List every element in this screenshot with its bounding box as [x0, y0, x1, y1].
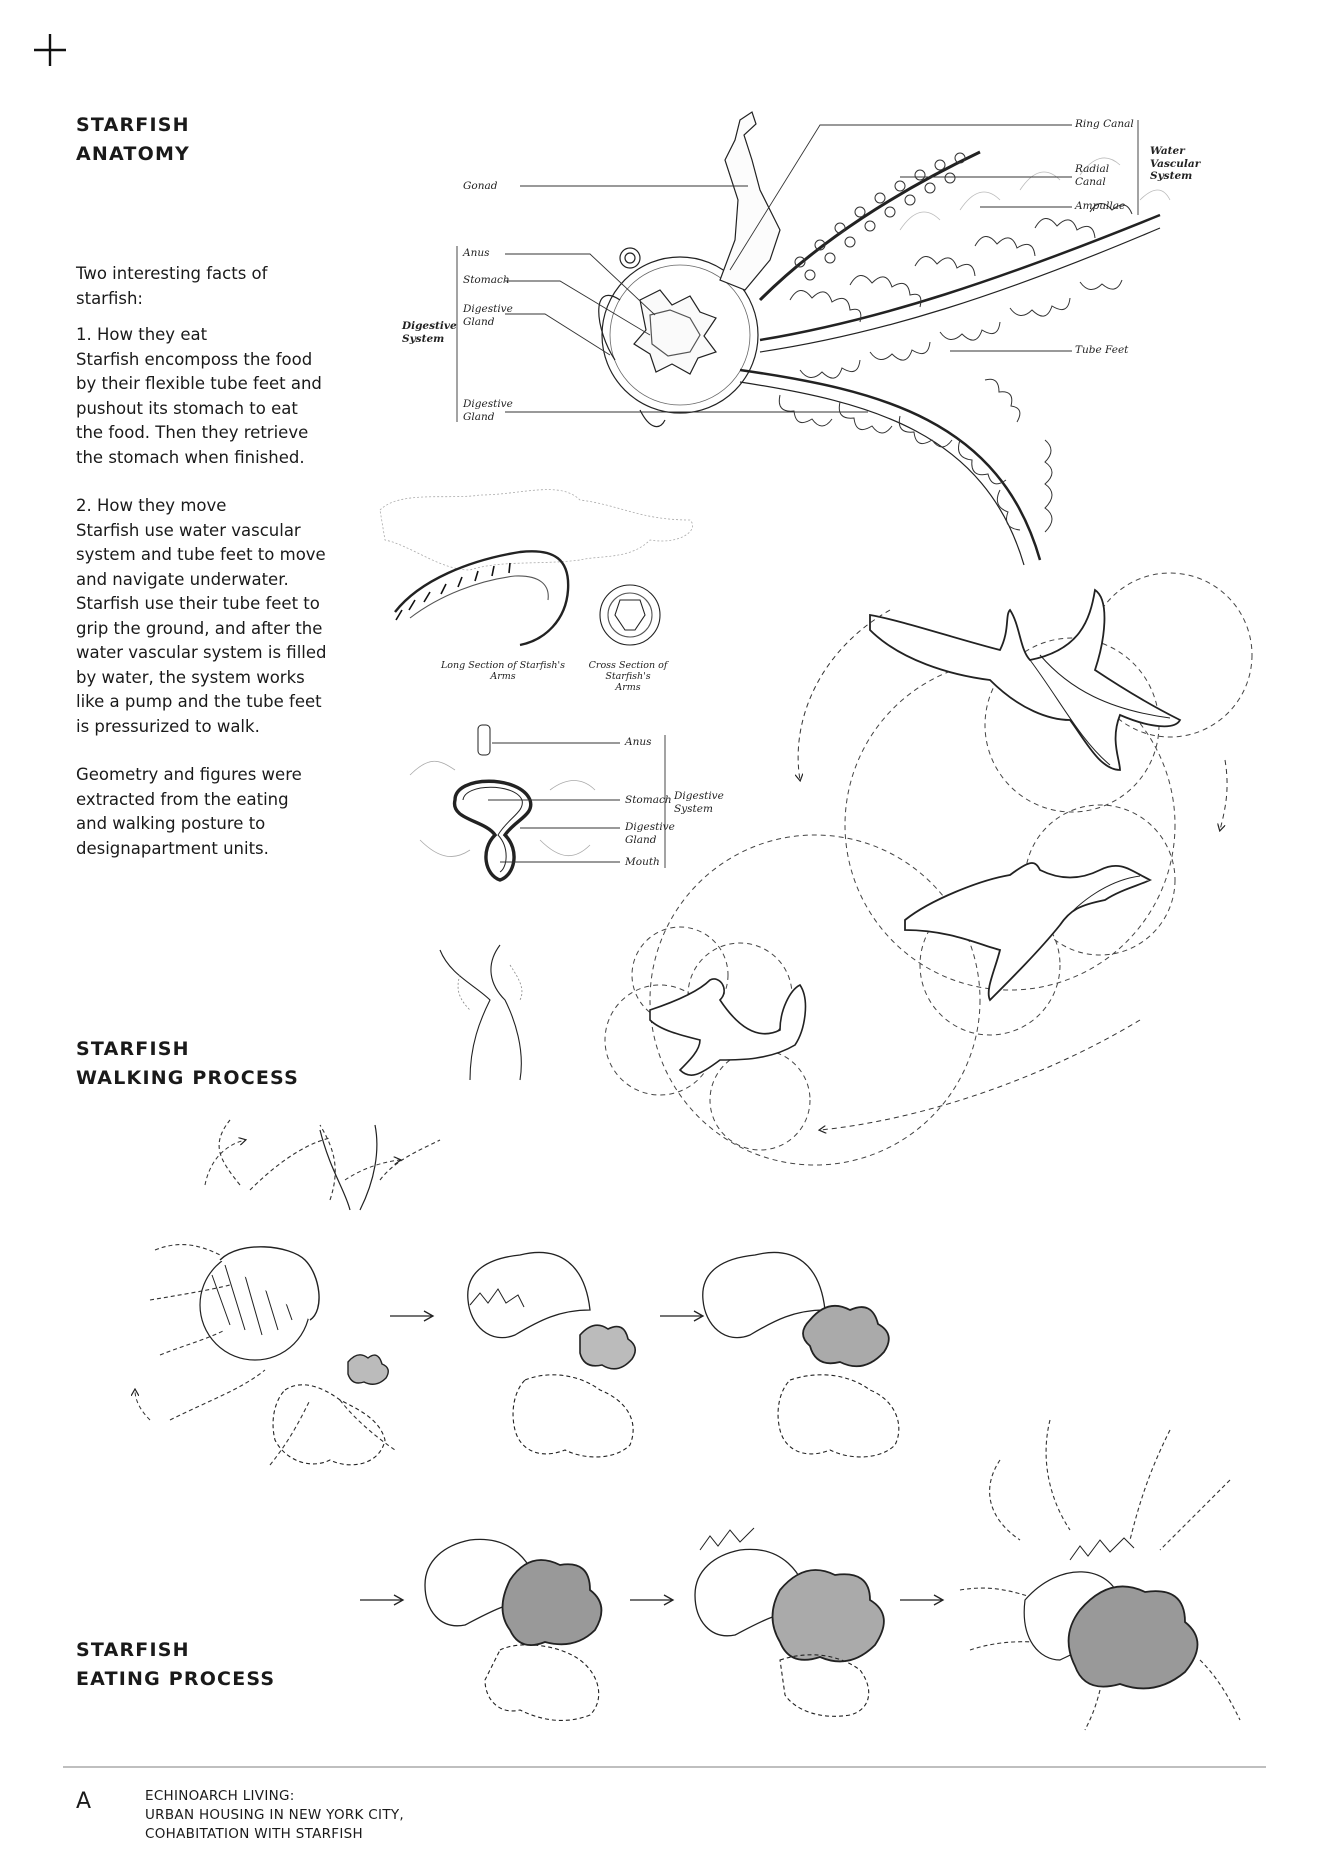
label-line: Digestive — [402, 320, 457, 332]
label-line: System — [674, 802, 713, 815]
label-line: Gland — [463, 410, 495, 423]
label-line: Gland — [625, 833, 657, 846]
fact2-line: Starfish use their tube feet to — [76, 594, 320, 613]
label-ampullae: Ampullae — [1075, 200, 1126, 212]
label-line: System — [1150, 170, 1193, 182]
fact2-line: system and tube feet to move — [76, 545, 326, 564]
fact2-line: 2. How they move — [76, 496, 227, 515]
caption-long-section — [428, 660, 578, 682]
label-dig-system — [674, 790, 724, 815]
caption-line: Arms — [490, 671, 516, 682]
caption-line: Cross Section of Starfish's — [588, 660, 668, 682]
fact1-line: the stomach when finished. — [76, 447, 305, 467]
caption-cross-section — [573, 660, 683, 693]
fact2-line: Starfish use water vascular — [76, 520, 301, 540]
fact2-line: grip the ground, and after the — [76, 618, 323, 638]
section-drawing — [380, 490, 693, 645]
eating-drawing — [150, 1120, 1240, 1730]
footer-title — [145, 1787, 404, 1844]
label-line: Digestive — [625, 821, 675, 833]
fact2-line: is pressurized to walk. — [76, 716, 260, 736]
label-line: Gland — [463, 315, 495, 328]
anatomy-heading — [76, 111, 190, 169]
footer-letter: A — [76, 1789, 92, 1814]
footer-line: ECHINOARCH LIVING: — [145, 1788, 295, 1804]
heading-line: WALKING PROCESS — [76, 1067, 299, 1089]
label-digestive-gland-lower — [463, 398, 513, 423]
label-line: Digestive — [674, 790, 724, 802]
label-line: Canal — [1075, 175, 1106, 188]
label-line: System — [402, 332, 445, 345]
fact2-line: like a pump and the tube feet — [76, 692, 322, 711]
heading-line: STARFISH — [76, 1639, 190, 1661]
label-digestive-gland — [463, 303, 513, 328]
intro-lead-line: Two interesting facts of — [76, 264, 268, 283]
heading-line: ANATOMY — [76, 143, 191, 165]
label-digestive-system — [402, 320, 457, 345]
intro-lead-line: starfish: — [76, 288, 143, 308]
label-line: Vascular — [1150, 157, 1201, 170]
fact2-line: by water, the system works — [76, 667, 305, 687]
caption-line: Arms — [615, 682, 641, 693]
footer-line: URBAN HOUSING IN NEW YORK CITY, — [145, 1807, 404, 1823]
label-dig-anus: Anus — [625, 736, 652, 748]
label-tube-feet: Tube Feet — [1075, 344, 1129, 356]
walking-heading — [76, 1035, 299, 1093]
fact1-line: the food. Then they retrieve — [76, 423, 309, 442]
fact1-line: Starfish encomposs the food — [76, 349, 313, 369]
label-dig-mouth: Mouth — [625, 856, 660, 868]
label-line: Water — [1150, 145, 1185, 157]
fact1-line: by their flexible tube feet and — [76, 374, 322, 393]
closing-line: and walking posture to — [76, 814, 266, 833]
closing-line: extracted from the eating — [76, 789, 289, 809]
digestive-drawing — [410, 725, 595, 880]
fact2-line: and navigate underwater. — [76, 569, 289, 589]
fact1-line: 1. How they eat — [76, 325, 208, 344]
footer-line: COHABITATION WITH STARFISH — [145, 1826, 363, 1842]
label-line: Digestive — [463, 303, 513, 315]
label-radial-canal — [1075, 163, 1109, 188]
fact2-line: water vascular system is filled — [76, 643, 327, 662]
closing-line: Geometry and figures were — [76, 765, 302, 784]
intro-text — [76, 262, 336, 861]
label-stomach: Stomach — [463, 274, 510, 286]
caption-line: Long Section of Starfish's — [440, 660, 565, 671]
label-water-vascular-system — [1150, 145, 1200, 183]
label-line: Digestive — [463, 398, 513, 410]
label-ring-canal: Ring Canal — [1075, 118, 1134, 130]
heading-line: EATING PROCESS — [76, 1668, 276, 1690]
heading-line: STARFISH — [76, 1038, 190, 1060]
label-gonad: Gonad — [463, 180, 498, 192]
heading-line: STARFISH — [76, 114, 190, 136]
fact1-line: pushout its stomach to eat — [76, 398, 298, 418]
closing-line: designapartment units. — [76, 838, 269, 858]
label-dig-gland — [625, 821, 675, 846]
eating-heading — [76, 1636, 275, 1694]
label-line: Radial — [1075, 163, 1110, 175]
label-dig-stomach: Stomach — [625, 794, 672, 806]
label-anus: Anus — [463, 247, 490, 259]
anatomy-leader-lines — [457, 120, 1138, 422]
plus-icon — [34, 34, 66, 66]
